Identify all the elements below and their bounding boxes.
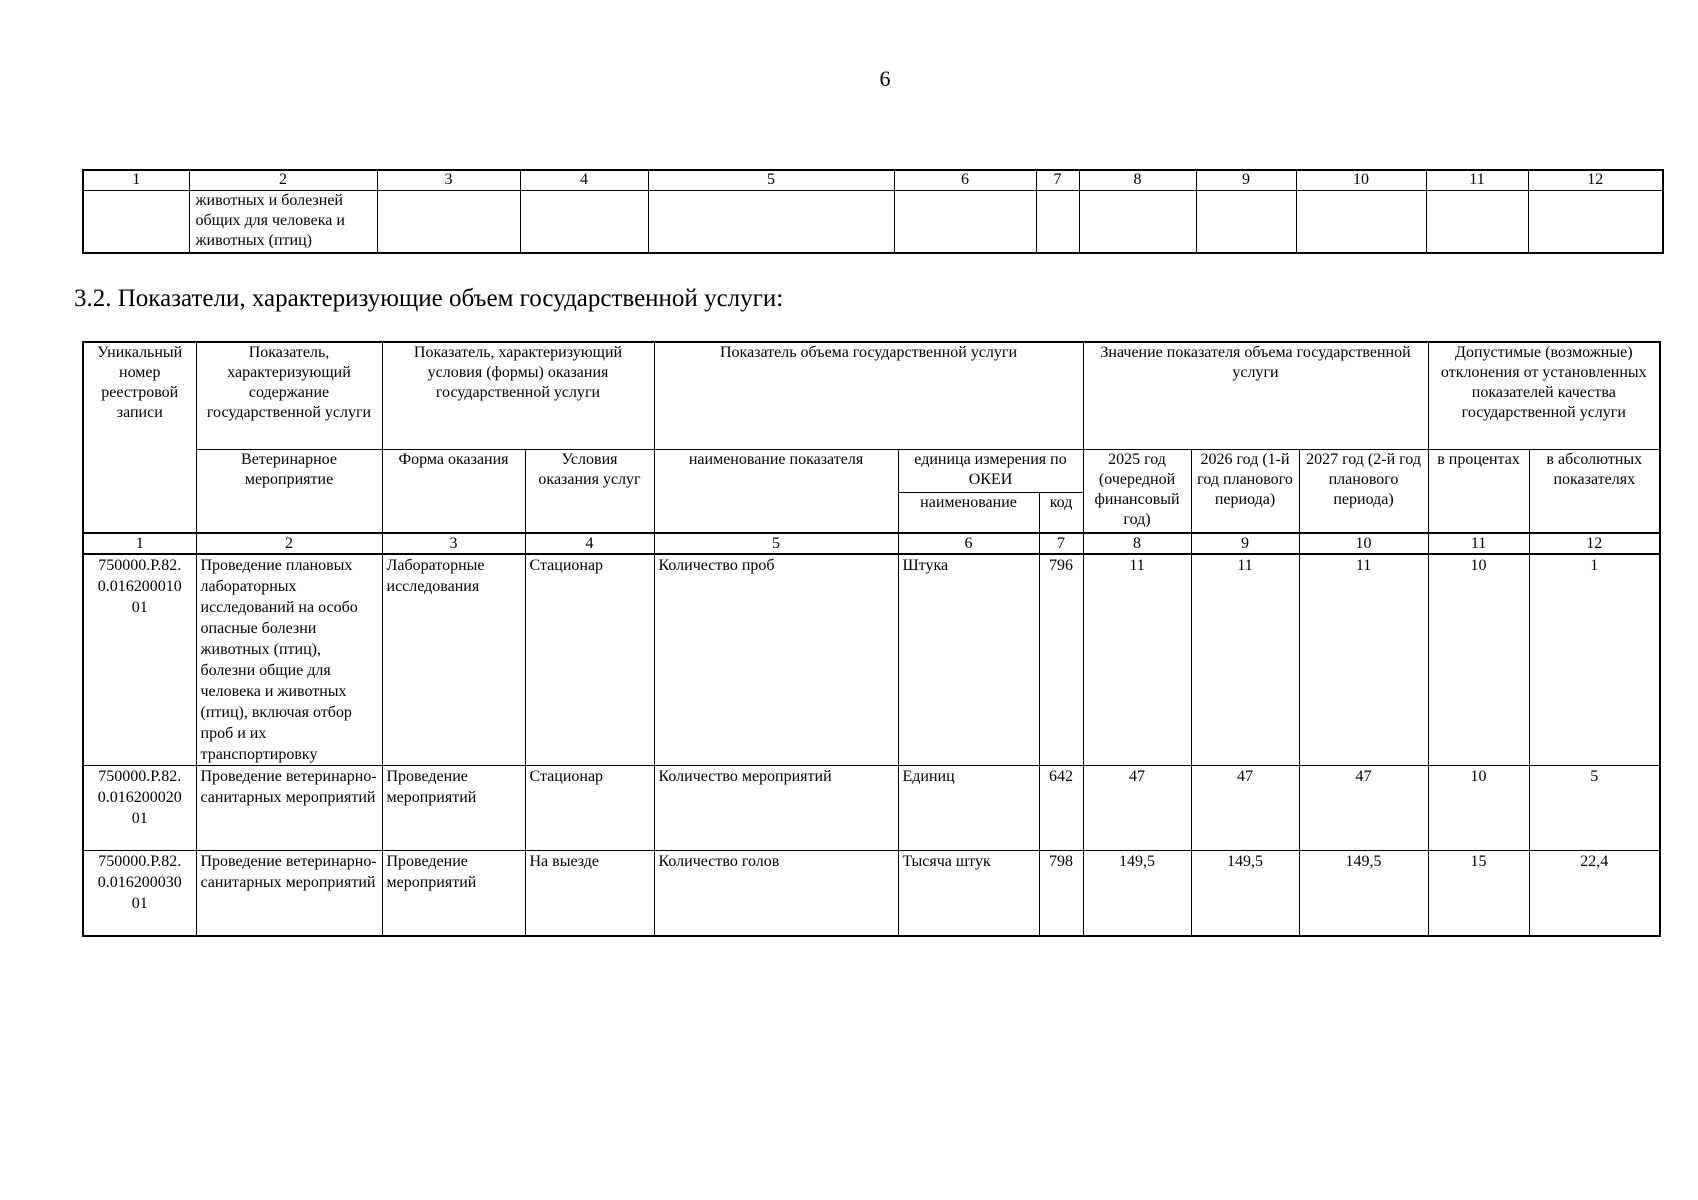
col-num: 9 (1191, 533, 1299, 554)
col-num: 9 (1196, 170, 1296, 191)
column-number-row (83, 170, 1663, 191)
cell (1296, 191, 1426, 254)
col-num: 7 (1039, 533, 1083, 554)
col-num: 11 (1428, 533, 1529, 554)
cell (1036, 191, 1079, 254)
column-number-row (83, 533, 1660, 554)
col-num: 5 (654, 533, 898, 554)
value-2027-cell: 11 (1299, 554, 1428, 766)
cell (1528, 191, 1663, 254)
cell (1196, 191, 1296, 254)
value-2026-cell: 149,5 (1191, 851, 1299, 936)
content-cell: Проведение ветеринарно-санитарных мероприятий (196, 766, 382, 851)
value-2025-cell: 11 (1083, 554, 1191, 766)
page-number: 6 (879, 66, 891, 91)
table-row (83, 766, 1660, 851)
header-unit-name: наименование (898, 492, 1039, 533)
volume-indicators-table (82, 341, 1661, 937)
content-cell: Проведение ветеринарно-санитарных мероприятий (196, 851, 382, 936)
percent-cell: 10 (1428, 766, 1529, 851)
col-num: 5 (648, 170, 894, 191)
cell (648, 191, 894, 254)
table-row (83, 851, 1660, 936)
col-num: 2 (189, 170, 377, 191)
value-2025-cell: 47 (1083, 766, 1191, 851)
absolute-cell: 22,4 (1529, 851, 1660, 936)
col-num: 3 (377, 170, 520, 191)
col-num: 6 (894, 170, 1036, 191)
header-form: Форма оказания (382, 449, 525, 533)
indicator-cell: Количество голов (654, 851, 898, 936)
col-num: 8 (1083, 533, 1191, 554)
header-conditions-indicator: Показатель, характеризующий условия (формы) оказания государственной услуги (382, 342, 654, 449)
cell (1426, 191, 1528, 254)
header-year-2025: 2025 год (очередной финансовый год) (1083, 449, 1191, 533)
percent-cell: 10 (1428, 554, 1529, 766)
col-num: 1 (83, 170, 189, 191)
value-2025-cell: 149,5 (1083, 851, 1191, 936)
conditions-cell: На выезде (525, 851, 654, 936)
indicator-cell: Количество мероприятий (654, 766, 898, 851)
header-okei-unit: единица измерения по ОКЕИ (898, 449, 1083, 492)
percent-cell: 15 (1428, 851, 1529, 936)
form-cell: Лабораторные исследования (382, 554, 525, 766)
absolute-cell: 1 (1529, 554, 1660, 766)
value-2027-cell: 149,5 (1299, 851, 1428, 936)
unique-number-cell: 750000.Р.82. 0.016200010 01 (83, 554, 196, 766)
continuation-table (82, 169, 1664, 254)
col-num: 4 (520, 170, 648, 191)
unit-cell: Штука (898, 554, 1039, 766)
header-absolute: в абсолютных показателях (1529, 449, 1660, 533)
header-value-indicator: Значение показателя объема государственной услуги (1083, 342, 1428, 449)
cell (520, 191, 648, 254)
table-row (83, 554, 1660, 766)
value-2026-cell: 47 (1191, 766, 1299, 851)
cell (1079, 191, 1196, 254)
col-num: 10 (1299, 533, 1428, 554)
col-num: 3 (382, 533, 525, 554)
cell (83, 191, 189, 254)
col-num: 2 (196, 533, 382, 554)
unique-number-cell: 750000.Р.82. 0.016200030 01 (83, 851, 196, 936)
table-row (83, 191, 1663, 254)
header-content-indicator: Показатель, характеризующий содержание государственной услуги (196, 342, 382, 449)
conditions-cell: Стационар (525, 766, 654, 851)
cell (377, 191, 520, 254)
indicator-cell: Количество проб (654, 554, 898, 766)
unit-cell: Тысяча штук (898, 851, 1039, 936)
col-num: 4 (525, 533, 654, 554)
value-2027-cell: 47 (1299, 766, 1428, 851)
header-deviations: Допустимые (возможные) отклонения от установленных показателей качества государственной услуги (1428, 342, 1660, 449)
col-num: 10 (1296, 170, 1426, 191)
header-year-2026: 2026 год (1-й год планового периода) (1191, 449, 1299, 533)
form-cell: Проведение мероприятий (382, 766, 525, 851)
header-conditions: Условия оказания услуг (525, 449, 654, 533)
header-unique-number: Уникальный номер реестровой записи (83, 342, 196, 533)
header-row (83, 342, 1660, 449)
code-cell: 796 (1039, 554, 1083, 766)
header-indicator-name: наименование показателя (654, 449, 898, 533)
conditions-cell: Стационар (525, 554, 654, 766)
col-num: 8 (1079, 170, 1196, 191)
header-volume-indicator: Показатель объема государственной услуги (654, 342, 1083, 449)
absolute-cell: 5 (1529, 766, 1660, 851)
value-2026-cell: 11 (1191, 554, 1299, 766)
section-heading: 3.2. Показатели, характеризующие объем государственной услуги: (74, 285, 784, 312)
col-num: 6 (898, 533, 1039, 554)
col-num: 12 (1528, 170, 1663, 191)
col-num: 7 (1036, 170, 1079, 191)
header-percent: в процентах (1428, 449, 1529, 533)
content-cell: Проведение плановых лабораторных исследований на особо опасные болезни животных (птиц), болезни общие для человека и животных (птиц), включая отбор проб и их транспортировку (196, 554, 382, 766)
unit-cell: Единиц (898, 766, 1039, 851)
code-cell: 798 (1039, 851, 1083, 936)
unique-number-cell: 750000.Р.82. 0.016200020 01 (83, 766, 196, 851)
subheader-row (83, 449, 1660, 492)
form-cell: Проведение мероприятий (382, 851, 525, 936)
col-num: 11 (1426, 170, 1528, 191)
header-year-2027: 2027 год (2-й год планового периода) (1299, 449, 1428, 533)
code-cell: 642 (1039, 766, 1083, 851)
cell (894, 191, 1036, 254)
col-num: 12 (1529, 533, 1660, 554)
header-code: код (1039, 492, 1083, 533)
continued-text-cell: животных и болезней общих для человека и животных (птиц) (189, 191, 377, 254)
col-num: 1 (83, 533, 196, 554)
header-vet-event: Ветеринарное мероприятие (196, 449, 382, 533)
